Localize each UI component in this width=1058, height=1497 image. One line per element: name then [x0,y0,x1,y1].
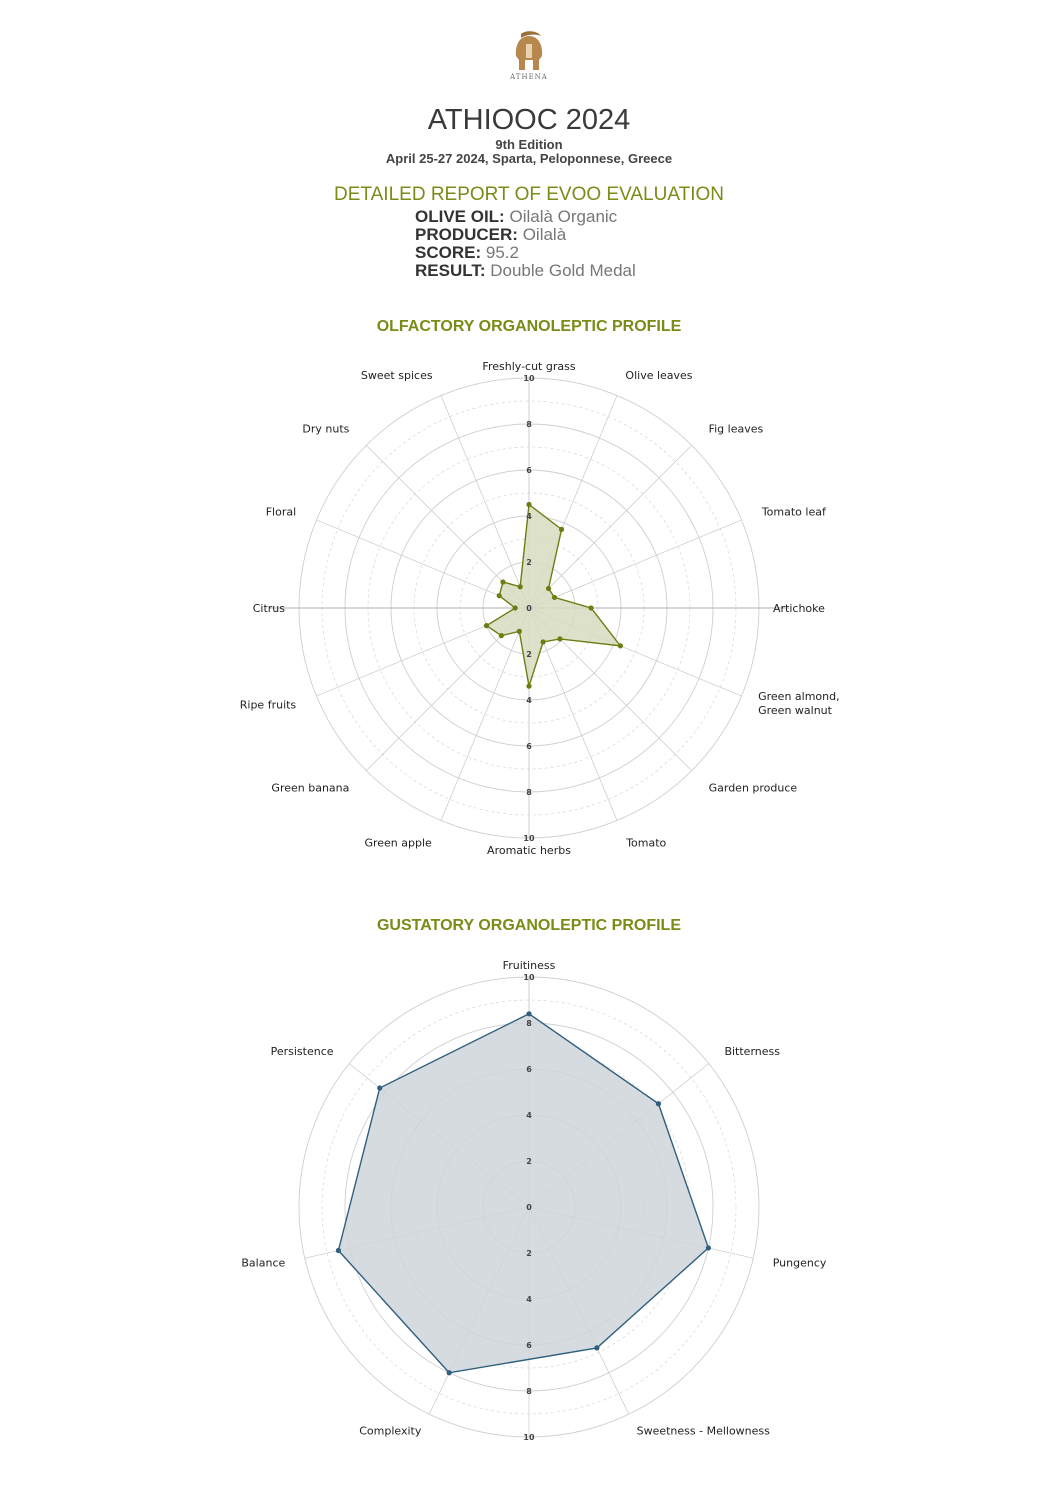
gustatory-category-label: Fruitiness [502,959,556,972]
olfactory-point-13 [497,593,502,598]
oil-info [415,208,636,280]
olfactory-spoke [441,396,529,608]
edition: 9th Edition [495,137,563,152]
gustatory-radar-chart [0,948,1058,1468]
olive-oil-value: Oilalà Organic [509,207,618,226]
olfactory-category-label: Green almond, Green walnut [758,689,840,717]
olfactory-point-12 [513,605,518,610]
olfactory-spoke [441,608,529,820]
gustatory-category-label: Pungency [772,1256,827,1270]
score-label: SCORE: [415,243,482,262]
olfactory-radar-chart [0,345,1058,875]
event-dates: April 25-27 2024, Sparta, Peloponnese, Greece [385,151,673,166]
olfactory-tick-label: 4 [526,696,532,705]
gustatory-tick-label: 0 [526,1203,532,1212]
olfactory-category-label: Olive leaves [625,369,693,383]
gustatory-category-label: Sweetness - Mellowness [636,1424,770,1438]
olfactory-category-label: Green apple [364,836,432,850]
producer-row [415,226,636,244]
olfactory-point-7 [540,639,545,644]
olfactory-category-label: Artichoke [773,602,825,615]
olfactory-point-3 [552,595,557,600]
gustatory-category-label: Bitterness [724,1045,780,1059]
olfactory-tick-label: 2 [526,650,532,659]
gustatory-point-5 [336,1248,341,1253]
olfactory-point-8 [526,684,531,689]
result-value: Double Gold Medal [490,261,636,280]
olfactory-tick-label: 6 [526,466,532,475]
result-label: RESULT: [415,261,486,280]
olfactory-point-4 [589,605,594,610]
gustatory-category-label: Complexity [359,1424,422,1438]
gustatory-tick-label: 10 [523,973,535,982]
olfactory-point-0 [526,502,531,507]
gustatory-category-label: Balance [241,1256,286,1270]
olfactory-point-15 [518,584,523,589]
olfactory-category-label: Sweet spices [360,369,433,383]
olfactory-tick-label: 4 [526,512,532,521]
olfactory-category-label: Tomato [626,836,667,850]
gustatory-tick-label: 6 [526,1341,532,1350]
logo-text: ATHENA [510,73,548,81]
score-row [415,244,636,262]
gustatory-tick-label: 6 [526,1065,532,1074]
olfactory-category-label: Citrus [252,602,285,615]
result-row [415,262,636,280]
gustatory-point-2 [706,1245,711,1250]
gustatory-point-0 [526,1011,531,1016]
gustatory-tick-label: 4 [526,1111,532,1120]
olfactory-point-9 [517,629,522,634]
olfactory-point-2 [546,586,551,591]
olfactory-tick-label: 8 [526,420,532,429]
olfactory-point-1 [559,527,564,532]
gustatory-category-label: Persistence [270,1045,334,1059]
olfactory-category-label: Floral [265,505,297,519]
olfactory-category-label: Garden produce [708,781,798,795]
gustatory-title: GUSTATORY ORGANOLEPTIC PROFILE [376,917,681,934]
olfactory-tick-label: 6 [526,742,532,751]
producer-value: Oilalà [522,225,567,244]
gustatory-tick-label: 4 [526,1295,532,1304]
gustatory-point-3 [594,1345,599,1350]
olfactory-category-label: Green banana [271,781,350,795]
gustatory-tick-label: 10 [523,1433,535,1442]
olfactory-tick-label: 10 [523,374,535,383]
page-title: ATHIOOC 2024 [427,104,631,136]
olfactory-point-10 [499,633,504,638]
olive-oil-row [415,208,636,226]
report-heading: DETAILED REPORT OF EVOO EVALUATION [334,184,724,205]
olfactory-category-label: Fig leaves [708,422,764,436]
olfactory-category-label: Freshly-cut grass [482,360,576,373]
gustatory-series-area [338,1014,708,1373]
olfactory-point-14 [500,579,505,584]
olfactory-tick-label: 8 [526,788,532,797]
olfactory-category-label: Tomato leaf [761,505,826,519]
producer-label: PRODUCER: [415,225,518,244]
gustatory-tick-label: 2 [526,1249,532,1258]
gustatory-tick-label: 8 [526,1019,532,1028]
score-value: 95.2 [485,243,519,262]
olfactory-title: OLFACTORY ORGANOLEPTIC PROFILE [376,318,682,335]
olfactory-tick-label: 10 [523,834,535,843]
olive-oil-label: OLIVE OIL: [415,207,505,226]
gustatory-point-4 [447,1370,452,1375]
olfactory-tick-label: 0 [526,604,532,613]
gustatory-point-6 [377,1085,382,1090]
olfactory-category-label: Aromatic herbs [487,844,571,857]
gustatory-tick-label: 2 [526,1157,532,1166]
olfactory-category-label: Dry nuts [302,422,350,436]
gustatory-point-1 [656,1101,661,1106]
olfactory-point-11 [484,623,489,628]
gustatory-tick-label: 8 [526,1387,532,1396]
olfactory-category-label: Ripe fruits [239,698,297,712]
olfactory-point-5 [618,643,623,648]
olfactory-tick-label: 2 [526,558,532,567]
olfactory-point-6 [557,636,562,641]
